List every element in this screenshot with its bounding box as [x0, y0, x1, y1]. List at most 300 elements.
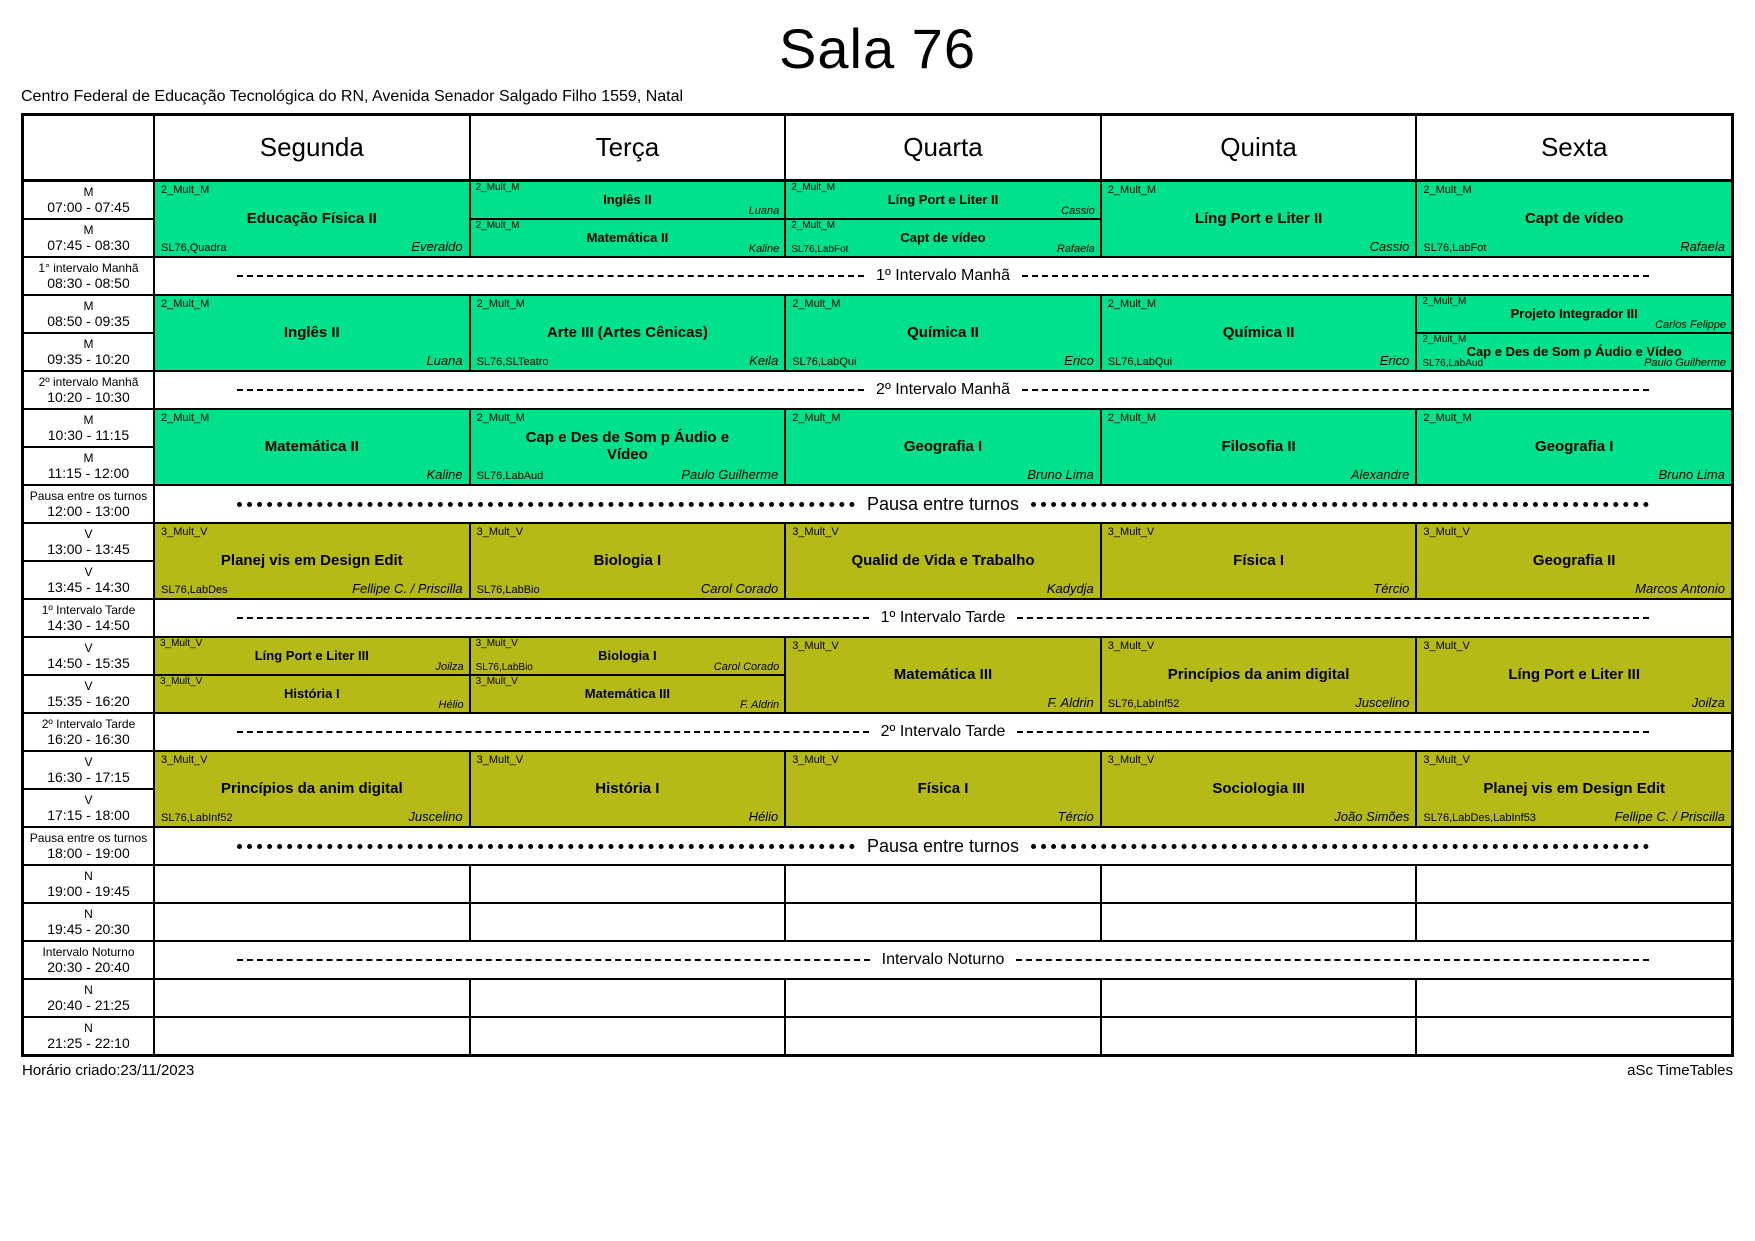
class-subject: Inglês II	[283, 323, 340, 341]
class-cell-footer	[476, 700, 780, 711]
class-room: SL76,SLTeatro	[476, 356, 549, 368]
class-subject: Princípios da anim digital	[1167, 665, 1350, 683]
class-subject: Qualid de Vida e Trabalho	[851, 551, 1035, 569]
time-slot-label: M	[83, 413, 94, 427]
time-slot-label: M	[83, 223, 94, 237]
class-cell	[154, 751, 470, 827]
class-teacher: Luana	[748, 205, 780, 217]
time-slot-range: 14:30 - 14:50	[47, 617, 130, 633]
time-slot	[23, 637, 154, 675]
class-group-label: 2_Mult_M	[161, 184, 210, 196]
time-slot-range: 17:15 - 18:00	[47, 807, 130, 823]
class-cell-footer	[792, 810, 1094, 824]
class-cell-footer	[1108, 810, 1410, 824]
interval-line	[1031, 844, 1649, 849]
interval-label: 1º Intervalo Tarde	[880, 609, 1006, 626]
class-group-label: 2_Mult_M	[476, 298, 525, 310]
empty-cell	[1101, 865, 1417, 903]
class-subject: Líng Port e Liter II	[887, 192, 999, 207]
class-subject: Cap e Des de Som p Áudio e Vídeo	[1466, 344, 1682, 359]
class-subject: Matemática III	[584, 686, 671, 701]
class-room: SL76,LabBio	[476, 584, 540, 596]
class-room: SL76,LabDes,LabInf53	[1423, 812, 1536, 824]
class-subject: Filosofia II	[1221, 437, 1296, 455]
time-slot	[23, 371, 154, 409]
class-cell-footer	[161, 468, 463, 482]
class-teacher: Erico	[1379, 353, 1410, 368]
time-slot-range: 16:20 - 16:30	[47, 731, 130, 747]
time-slot	[23, 409, 154, 447]
class-teacher: F. Aldrin	[1047, 695, 1094, 710]
interval-line	[1016, 959, 1649, 961]
class-subject: Biologia I	[593, 551, 662, 569]
empty-cell	[1416, 979, 1732, 1017]
class-subject: Cap e Des de Som p Áudio e Vídeo	[525, 429, 730, 463]
interval-line	[1022, 275, 1649, 277]
class-cell	[154, 181, 470, 257]
class-group-label: 3_Mult_V	[1107, 526, 1155, 538]
class-subject: Capt de vídeo	[1525, 209, 1624, 227]
time-slot-label: Pausa entre os turnos	[29, 831, 148, 845]
class-group-label: 3_Mult_V	[475, 638, 518, 649]
class-teacher: Rafaela	[1680, 239, 1725, 254]
class-room: SL76,LabBio	[475, 662, 533, 673]
class-cell-footer	[477, 354, 779, 368]
time-slot-range: 09:35 - 10:20	[47, 351, 130, 367]
interval-row	[154, 485, 1732, 523]
time-slot-range: 12:00 - 13:00	[47, 503, 130, 519]
time-slot-range: 08:50 - 09:35	[47, 313, 130, 329]
class-cell	[470, 295, 786, 371]
class-cell	[470, 675, 786, 713]
class-cell	[785, 181, 1101, 219]
time-slot	[23, 1017, 154, 1055]
class-teacher: Everaldo	[411, 239, 463, 254]
class-room: SL76,LabQui	[792, 356, 857, 368]
class-cell-footer	[791, 244, 1095, 255]
class-subject: Planej vis em Design Edit	[1483, 779, 1666, 797]
class-group-label: 2_Mult_M	[475, 182, 520, 193]
time-slot-label: 1º Intervalo Tarde	[41, 603, 136, 617]
interval-line	[237, 275, 864, 277]
class-cell-footer	[792, 468, 1094, 482]
class-group-label: 3_Mult_V	[792, 640, 839, 652]
interval-line	[1022, 389, 1649, 391]
footer-brand: aSc TimeTables	[1627, 1062, 1733, 1079]
class-cell-footer	[1108, 468, 1410, 482]
class-teacher: Cassio	[1369, 239, 1410, 254]
time-slot-range: 10:30 - 11:15	[47, 427, 130, 443]
class-group-label: 2_Mult_M	[1107, 298, 1157, 310]
time-slot	[23, 675, 154, 713]
class-subject: Geografia I	[1535, 437, 1614, 455]
time-slot-label: V	[84, 527, 93, 541]
class-teacher: João Simões	[1334, 809, 1410, 824]
class-group-label: 2_Mult_M	[475, 220, 520, 231]
time-slot-range: 13:00 - 13:45	[47, 541, 130, 557]
class-teacher: Carlos Felippe	[1655, 319, 1726, 331]
class-cell	[1416, 409, 1732, 485]
interval-line	[237, 617, 869, 619]
class-teacher: Juscelino	[408, 809, 463, 824]
class-cell-footer	[1108, 240, 1410, 254]
time-slot-range: 16:30 - 17:15	[47, 769, 130, 785]
class-teacher: Joilza	[1691, 695, 1725, 710]
class-group-label: 2_Mult_M	[791, 182, 836, 193]
interval-label: Intervalo Noturno	[881, 951, 1005, 968]
class-room: SL76,Quadra	[161, 242, 227, 254]
empty-cell	[1416, 865, 1732, 903]
class-cell	[1416, 637, 1732, 713]
time-slot-label: M	[83, 337, 94, 351]
class-group-label: 3_Mult_V	[1423, 754, 1470, 766]
class-group-label: 2_Mult_M	[792, 412, 841, 424]
class-cell	[785, 751, 1101, 827]
class-room: SL76,LabAud	[476, 470, 544, 482]
class-teacher: Keila	[749, 353, 779, 368]
class-group-label: 3_Mult_V	[1423, 526, 1470, 538]
interval-row	[154, 599, 1732, 637]
time-slot	[23, 713, 154, 751]
class-group-label: 2_Mult_M	[161, 412, 210, 424]
time-slot-label: V	[84, 793, 93, 807]
time-slot-label: M	[83, 185, 94, 199]
class-subject: Geografia II	[1532, 551, 1616, 569]
time-slot-range: 15:35 - 16:20	[47, 693, 130, 709]
class-cell	[785, 409, 1101, 485]
class-subject: Princípios da anim digital	[220, 779, 403, 797]
time-slot-range: 07:45 - 08:30	[47, 237, 130, 253]
class-group-label: 3_Mult_V	[792, 526, 839, 538]
class-cell-footer	[161, 240, 463, 254]
time-slot	[23, 523, 154, 561]
time-slot-label: V	[84, 641, 93, 655]
class-cell	[1416, 523, 1732, 599]
class-subject: Matemática II	[586, 230, 669, 245]
class-teacher: Bruno Lima	[1027, 467, 1094, 482]
interval-label: 1º Intervalo Manhã	[876, 267, 1010, 284]
class-cell-footer	[477, 468, 779, 482]
class-subject: Física I	[1233, 551, 1285, 569]
class-cell	[1101, 637, 1417, 713]
class-cell	[785, 523, 1101, 599]
class-group-label: 2_Mult_M	[1107, 412, 1157, 424]
time-slot-label: M	[83, 299, 94, 313]
class-group-label: 2_Mult_M	[1423, 412, 1472, 424]
class-teacher: Carol Corado	[713, 661, 780, 673]
interval-label: Pausa entre turnos	[866, 493, 1020, 514]
empty-cell	[154, 1017, 470, 1055]
time-slot-label: N	[84, 869, 93, 883]
class-cell-footer	[1108, 696, 1410, 710]
class-cell-footer	[1108, 354, 1410, 368]
time-slot-range: 13:45 - 14:30	[47, 579, 130, 595]
time-slot-label: N	[84, 983, 93, 997]
time-slot-range: 10:20 - 10:30	[47, 389, 130, 405]
class-cell-footer	[161, 354, 463, 368]
class-cell	[154, 409, 470, 485]
class-group-label: 3_Mult_V	[1107, 754, 1155, 766]
class-teacher: Juscelino	[1355, 695, 1410, 710]
class-cell	[1101, 523, 1417, 599]
time-slot-label: Pausa entre os turnos	[29, 489, 148, 503]
interval-label: 2º Intervalo Tarde	[880, 723, 1006, 740]
empty-cell	[470, 865, 786, 903]
time-slot-range: 08:30 - 08:50	[47, 275, 130, 291]
time-slot-range: 14:50 - 15:35	[47, 655, 130, 671]
class-cell-footer	[476, 206, 780, 217]
empty-cell	[1101, 1017, 1417, 1055]
class-cell	[1101, 751, 1417, 827]
class-teacher: Tércio	[1373, 581, 1410, 596]
time-slot	[23, 295, 154, 333]
class-room: SL76,LabInf52	[161, 812, 233, 824]
class-teacher: Kaline	[426, 467, 463, 482]
class-teacher: Hélio	[438, 699, 464, 711]
class-cell	[154, 295, 470, 371]
interval-row	[154, 827, 1732, 865]
class-subject: Biologia I	[598, 648, 657, 663]
interval-line	[237, 502, 855, 507]
time-slot	[23, 257, 154, 295]
class-cell	[1416, 181, 1732, 257]
class-teacher: Hélio	[748, 809, 779, 824]
class-cell	[154, 675, 470, 713]
class-room: SL76,LabFot	[791, 244, 849, 255]
time-slot	[23, 447, 154, 485]
class-teacher: Tércio	[1057, 809, 1094, 824]
time-slot	[23, 941, 154, 979]
class-subject: Matemática III	[893, 665, 993, 683]
class-teacher: Fellipe C. / Priscilla	[1614, 809, 1725, 824]
class-group-label: 2_Mult_M	[1422, 296, 1467, 307]
class-cell-footer	[792, 354, 1094, 368]
class-group-label: 3_Mult_V	[1423, 640, 1470, 652]
interval-line	[1017, 617, 1649, 619]
day-header-sexta: Sexta	[1416, 115, 1732, 181]
time-slot-range: 18:00 - 19:00	[47, 845, 130, 861]
time-slot	[23, 751, 154, 789]
class-cell-footer	[792, 582, 1094, 596]
time-slot	[23, 561, 154, 599]
class-subject: Geografia I	[903, 437, 983, 455]
empty-cell	[470, 1017, 786, 1055]
footer	[21, 1057, 1734, 1079]
class-cell-footer	[792, 696, 1094, 710]
class-cell-footer	[1423, 810, 1725, 824]
class-teacher: Fellipe C. / Priscilla	[352, 581, 463, 596]
class-subject: Matemática II	[264, 437, 359, 455]
time-slot	[23, 865, 154, 903]
interval-label: 2º Intervalo Manhã	[876, 381, 1010, 398]
time-slot-range: 20:40 - 21:25	[47, 997, 130, 1013]
interval-line	[1031, 502, 1649, 507]
class-cell	[1416, 751, 1732, 827]
class-subject: Projeto Integrador III	[1510, 306, 1638, 321]
class-subject: Planej vis em Design Edit	[220, 551, 403, 569]
class-subject: Líng Port e Liter III	[254, 648, 369, 663]
time-slot-label: Intervalo Noturno	[42, 945, 135, 959]
class-cell-footer	[1108, 582, 1410, 596]
class-group-label: 2_Mult_M	[792, 298, 841, 310]
class-cell	[1101, 181, 1417, 257]
interval-label: Pausa entre turnos	[866, 835, 1020, 856]
class-cell	[1416, 333, 1732, 371]
class-teacher: Carol Corado	[700, 581, 779, 596]
day-header-segunda: Segunda	[154, 115, 470, 181]
empty-cell	[785, 903, 1101, 941]
class-teacher: Rafaela	[1056, 243, 1095, 255]
interval-row	[154, 941, 1732, 979]
time-slot	[23, 333, 154, 371]
time-slot-label: N	[84, 907, 93, 921]
empty-cell	[1101, 903, 1417, 941]
class-room: SL76,LabDes	[161, 584, 228, 596]
class-room: SL76,LabFot	[1423, 242, 1487, 254]
time-slot	[23, 219, 154, 257]
class-cell	[785, 295, 1101, 371]
time-slot-range: 11:15 - 12:00	[47, 465, 130, 481]
class-group-label: 2_Mult_M	[476, 412, 525, 424]
interval-line	[237, 389, 864, 391]
class-cell-footer	[1422, 320, 1726, 331]
class-subject: História I	[595, 779, 660, 797]
interval-line	[237, 959, 870, 961]
class-group-label: 3_Mult_V	[792, 754, 839, 766]
time-slot-range: 21:25 - 22:10	[47, 1035, 130, 1051]
class-group-label: 2_Mult_M	[791, 220, 836, 231]
class-cell	[470, 181, 786, 219]
class-subject: Arte III (Artes Cênicas)	[546, 323, 708, 341]
class-cell-footer	[1423, 468, 1725, 482]
page-title: Sala 76	[779, 17, 976, 80]
class-group-label: 3_Mult_V	[476, 754, 524, 766]
time-slot	[23, 903, 154, 941]
day-header-quarta: Quarta	[785, 115, 1101, 181]
class-teacher: Luana	[426, 353, 463, 368]
class-teacher: F. Aldrin	[740, 699, 780, 711]
empty-cell	[470, 903, 786, 941]
class-group-label: 3_Mult_V	[161, 754, 208, 766]
day-header-terca: Terça	[470, 115, 786, 181]
class-group-label: 3_Mult_V	[160, 638, 203, 649]
time-slot	[23, 181, 154, 219]
interval-line	[1017, 731, 1649, 733]
timetable	[21, 113, 1734, 1057]
class-teacher: Kaline	[748, 243, 780, 255]
class-room: SL76,LabAud	[1422, 358, 1484, 369]
class-cell-footer	[477, 582, 779, 596]
time-slot-label: N	[84, 1021, 93, 1035]
class-cell	[1101, 295, 1417, 371]
time-slot	[23, 979, 154, 1017]
empty-cell	[1416, 1017, 1732, 1055]
class-teacher: Alexandre	[1350, 467, 1410, 482]
class-cell	[785, 637, 1101, 713]
class-subject: Líng Port e Liter II	[1194, 209, 1323, 227]
class-teacher: Joilza	[435, 661, 464, 673]
class-cell	[785, 219, 1101, 257]
class-cell	[470, 751, 786, 827]
interval-line	[237, 844, 855, 849]
class-cell-footer	[161, 810, 463, 824]
day-header-quinta: Quinta	[1101, 115, 1417, 181]
time-slot	[23, 485, 154, 523]
class-cell	[1416, 295, 1732, 333]
class-cell-footer	[161, 582, 463, 596]
class-teacher: Cassio	[1061, 205, 1095, 217]
class-cell	[470, 409, 786, 485]
class-group-label: 3_Mult_V	[476, 526, 524, 538]
class-teacher: Marcos Antonio	[1635, 581, 1725, 596]
empty-cell	[154, 903, 470, 941]
class-cell-footer	[1423, 696, 1725, 710]
time-slot-label: 2º Intervalo Tarde	[41, 717, 136, 731]
class-subject: Sociologia III	[1212, 779, 1305, 797]
class-subject: Química II	[1222, 323, 1295, 341]
class-group-label: 2_Mult_M	[1423, 184, 1472, 196]
interval-row	[154, 371, 1732, 409]
class-subject: Inglês II	[603, 192, 652, 207]
class-teacher: Kadydja	[1046, 581, 1094, 596]
class-teacher: Paulo Guilherme	[681, 467, 779, 482]
time-slot-label: M	[83, 451, 94, 465]
time-slot-range: 20:30 - 20:40	[47, 959, 130, 975]
class-teacher: Bruno Lima	[1658, 467, 1725, 482]
empty-cell	[1416, 903, 1732, 941]
class-cell	[1101, 409, 1417, 485]
empty-cell	[1101, 979, 1417, 1017]
class-cell	[470, 637, 786, 675]
page-subtitle: Centro Federal de Educação Tecnológica do RN, Avenida Senador Salgado Filho 1559, Natal	[21, 88, 684, 105]
time-slot-label: V	[84, 679, 93, 693]
time-slot-label: 2º intervalo Manhã	[38, 375, 139, 389]
time-slot-range: 19:00 - 19:45	[47, 883, 130, 899]
class-subject: Capt de vídeo	[900, 230, 986, 245]
time-slot-range: 19:45 - 20:30	[47, 921, 130, 937]
empty-cell	[785, 865, 1101, 903]
class-cell	[470, 219, 786, 257]
class-group-label: 2_Mult_M	[1107, 184, 1157, 196]
time-slot	[23, 827, 154, 865]
class-group-label: 3_Mult_V	[160, 676, 203, 687]
class-cell-footer	[1422, 358, 1726, 369]
class-group-label: 3_Mult_V	[475, 676, 518, 687]
class-cell-footer	[476, 244, 780, 255]
interval-line	[237, 731, 869, 733]
footer-created-date: Horário criado:23/11/2023	[22, 1062, 195, 1079]
empty-cell	[785, 1017, 1101, 1055]
class-group-label: 3_Mult_V	[1107, 640, 1155, 652]
class-group-label: 2_Mult_M	[161, 298, 210, 310]
class-cell-footer	[477, 810, 779, 824]
interval-row	[154, 257, 1732, 295]
class-subject: História I	[283, 686, 340, 701]
class-cell-footer	[160, 662, 464, 673]
class-group-label: 3_Mult_V	[161, 526, 208, 538]
time-slot-label: 1° intervalo Manhã	[38, 261, 139, 275]
empty-cell	[154, 865, 470, 903]
empty-cell	[785, 979, 1101, 1017]
class-cell-footer	[476, 662, 780, 673]
class-cell	[470, 523, 786, 599]
time-slot-range: 07:00 - 07:45	[47, 199, 130, 215]
time-slot	[23, 599, 154, 637]
time-slot	[23, 789, 154, 827]
class-subject: Educação Física II	[246, 209, 377, 227]
class-cell	[154, 637, 470, 675]
class-teacher: Erico	[1064, 353, 1094, 368]
